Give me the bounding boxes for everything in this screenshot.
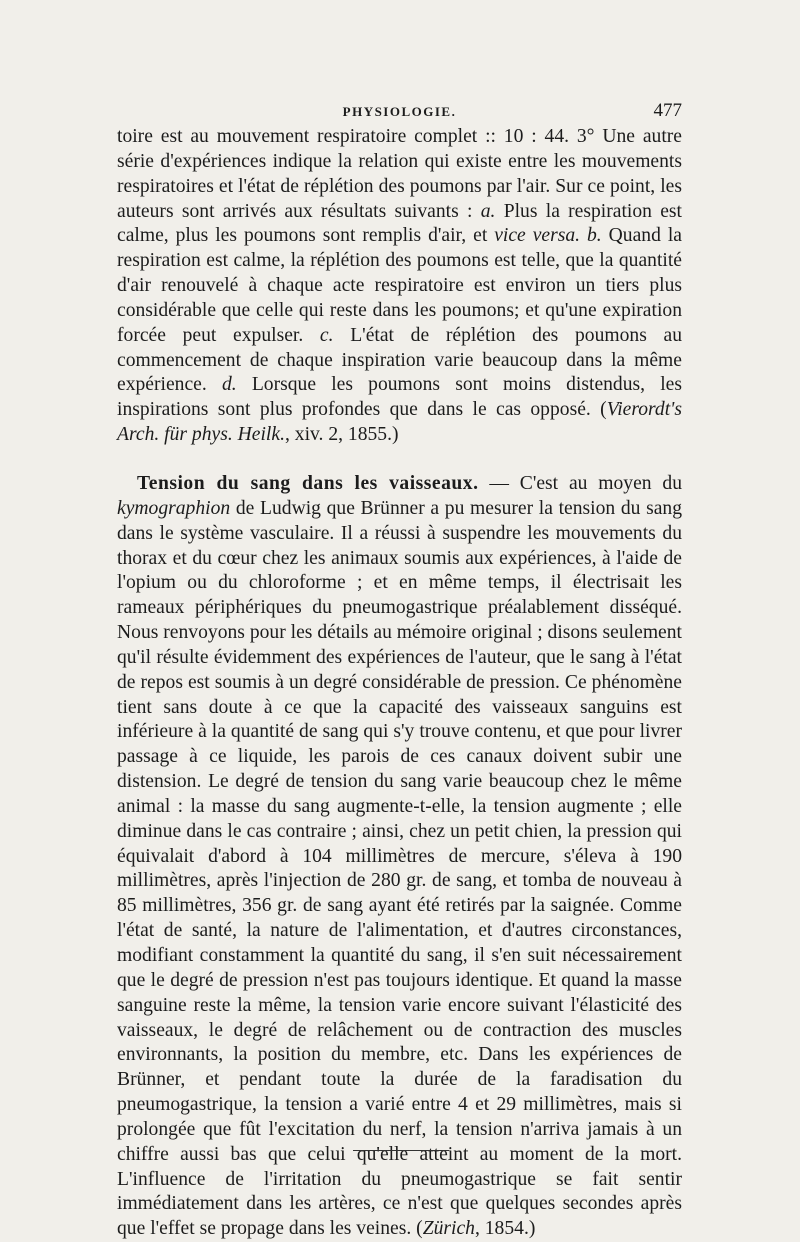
para2-text-3: , 1854.) (474, 1218, 536, 1240)
section-heading: Tension du sang dans les vaisseaux. (137, 472, 479, 494)
para2-text-1: — C'est au moyen du (478, 472, 682, 494)
vice-versa-italic: vice versa. (494, 225, 581, 247)
para1-text-5: Lorsque les poumons sont moins distendus, les inspirations sont plus profondes que dans le cas opposé. ( (117, 374, 682, 421)
running-title: PHYSIOLOGIE. (342, 104, 457, 119)
item-c-marker: c. (319, 324, 334, 346)
paragraph-respiration (117, 125, 682, 448)
running-head (117, 100, 682, 124)
para1-text-4: L'état de réplétion des poumons au commencement de chaque inspiration varie beaucoup dans la même expérience. (117, 324, 682, 396)
end-rule (353, 1150, 449, 1151)
paragraph-tension (117, 472, 682, 1242)
paragraph-gap (117, 448, 682, 472)
citation-zurich: Zürich (422, 1218, 475, 1240)
para1-text-1: toire est au mouvement respiratoire complet :: 10 : 44. 3° Une autre série d'expériences indique la relation qui existe entre les mouvements respiratoires et l'état de réplétion des poumons par l'air. Sur ce point, les auteurs sont arrivés aux résultats suivants : (117, 126, 682, 222)
item-b-marker: b. (587, 225, 602, 247)
para2-text-2: de Ludwig que Brünner a pu mesurer la tension du sang dans le système vasculaire. Il a réussi à suspendre les mouvements du thorax et du cœur chez les animaux soumis aux expériences, à l'aide de l'opium ou du chloroforme ; et en même temps, il électrisait les rameaux périphériques du pneumogastrique préalablement disséqué. Nous renvoyons pour les détails au mémoire original ; disons seulement qu'il résulte évidemment des expériences de l'auteur, que le sang à l'état de repos est soumis à un degré considérable de pression. Ce phénomène tient sans doute à ce que la capacité des vaisseaux sanguins est inférieure à la quantité de sang qui s'y trouve contenu, et que pour livrer passage à ce liquide, les parois de ces canaux doivent subir une distension. Le degré de tension du sang varie beaucoup chez le même animal : la masse du sang augmente-t-elle, la tension augmente ; elle diminue dans le cas contraire ; ainsi, chez un petit chien, la pression qui équivalait d'abord à 104 millimètres de mercure, s'éleva à 190 millimètres, après l'injection de 280 gr. de sang, et tomba de nouveau à 85 millimètres, 356 gr. de sang ayant été retirés par la saignée. Comme l'état de santé, la nature de l'alimentation, et d'autres circonstances, modifiant constamment la quantité du sang, il s'en suit nécessairement que le degré de pression n'est pas toujours identique. Et quand la masse sanguine reste la même, la tension varie encore suivant l'élasticité des vaisseaux, le degré de relâchement ou de contraction des muscles environnants, la position du membre, etc. Dans les expériences de Brünner, et pendant toute la durée de la faradisation du pneumogastrique, la tension a varié entre 4 et 29 millimètres, mais si prolongée que fût l'excitation du nerf, la tension n'arriva jamais à un chiffre aussi bas que celui qu'elle atteint au moment de la mort. L'influence de l'irritation du pneumogastrique se fait sentir immédiatement dans les artères, ce n'est que quelques secondes après que l'effet se propage dans les veines. ( (117, 497, 682, 1240)
body-text (117, 125, 682, 1242)
para1-text-3: Quand la respiration est calme, la réplétion des poumons est telle, que la quantité d'air renouvelé à chaque acte respiratoire est environ un tiers plus considérable que celle qui reste dans les poumons; et qu'une expiration forcée peut expulser. (117, 225, 682, 346)
kymographion-italic: kymographion (117, 497, 231, 519)
para1-text-6: , xiv. 2, 1855.) (284, 424, 399, 446)
item-a-marker: a. (480, 200, 496, 222)
para1-text-2: Plus la respiration est calme, plus les poumons sont remplis d'air, et (117, 200, 682, 247)
page-number: 477 (653, 100, 682, 121)
citation-vierordt: Vierordt's Arch. für phys. Heilk. (117, 399, 682, 446)
item-d-marker: d. (221, 374, 237, 396)
